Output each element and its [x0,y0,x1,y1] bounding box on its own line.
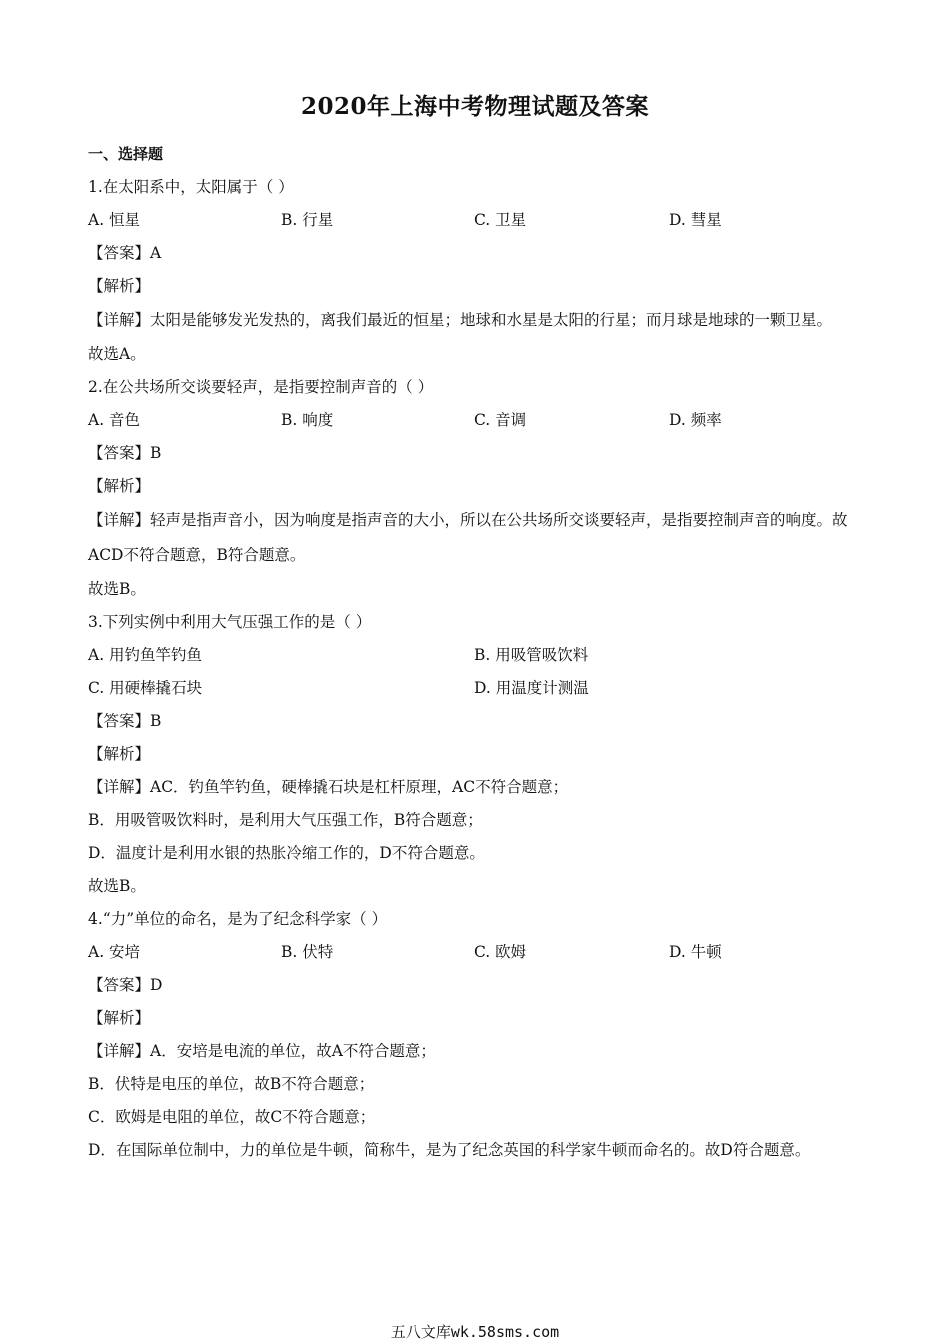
page-title: 2020年上海中考物理试题及答案 [300,93,649,120]
question-1-stem: 1.在太阳系中，太阳属于（ ） [88,178,294,196]
option-d: D. 用温度计测温 [474,679,589,697]
question-3-options-row-2 [88,672,864,705]
choice-text: 故选B。 [88,877,146,895]
detail-line: D．温度计是利用水银的热胀冷缩工作的，D不符合题意。 [88,844,485,862]
question-3-options-row-1 [88,639,864,672]
detail-line: B．用吸管吸饮料时，是利用大气压强工作，B符合题意； [88,811,483,829]
question-1-options [88,204,864,237]
option-b: B. 伏特 [281,943,334,961]
detail-line: D．在国际单位制中，力的单位是牛顿，简称牛，是为了纪念英国的科学家牛顿而命名的。故D符合题意。 [88,1141,811,1159]
question-3-stem: 3.下列实例中利用大气压强工作的是（ ） [88,613,372,631]
section-heading: 一、选择题 [88,145,164,163]
analysis-label: 【解析】 [88,277,151,295]
detail-line: B．伏特是电压的单位，故B不符合题意； [88,1075,375,1093]
footer-watermark: 五八文库wk.58sms.com [390,1323,560,1341]
option-a: A. 恒星 [88,211,141,229]
option-b: B. 行星 [281,211,334,229]
analysis-label: 【解析】 [88,745,151,763]
option-d: D. 牛顿 [669,943,722,961]
analysis-label: 【解析】 [88,477,151,495]
choice-text: 故选B。 [88,580,146,598]
choice-text: 故选A。 [88,345,146,363]
option-d: D. 彗星 [669,211,722,229]
detail-text: 【详解】轻声是指声音小，因为响度是指声音的大小，所以在公共场所交谈要轻声，是指要控制声音的响度。故ACD不符合题意，B符合题意。 [88,511,848,564]
option-c: C. 音调 [474,411,527,429]
question-2-options [88,404,864,437]
analysis-label: 【解析】 [88,1009,151,1027]
detail-line: 【详解】AC．钓鱼竿钓鱼，硬棒撬石块是杠杆原理，AC不符合题意； [88,778,569,796]
answer: 【答案】B [88,444,162,462]
option-c: C. 欧姆 [474,943,527,961]
answer: 【答案】A [88,244,162,262]
option-d: D. 频率 [669,411,722,429]
question-4-stem: 4.“力”单位的命名，是为了纪念科学家（ ） [88,910,388,928]
detail-text: 【详解】太阳是能够发光发热的，离我们最近的恒星；地球和水星是太阳的行星；而月球是地球的一颗卫星。 [88,311,833,329]
detail-line: 【详解】A．安培是电流的单位，故A不符合题意； [88,1042,436,1060]
detail-line: C．欧姆是电阻的单位，故C不符合题意； [88,1108,376,1126]
question-2-stem: 2.在公共场所交谈要轻声，是指要控制声音的（ ） [88,378,434,396]
option-a: A. 音色 [88,411,141,429]
option-b: B. 用吸管吸饮料 [474,646,589,664]
option-c: C. 卫星 [474,211,527,229]
option-a: A. 安培 [88,943,141,961]
option-c: C. 用硬棒撬石块 [88,679,203,697]
content [88,171,864,1167]
option-a: A. 用钓鱼竿钓鱼 [88,646,203,664]
option-b: B. 响度 [281,411,334,429]
answer: 【答案】D [88,976,163,994]
answer: 【答案】B [88,712,162,730]
question-4-options [88,936,864,969]
